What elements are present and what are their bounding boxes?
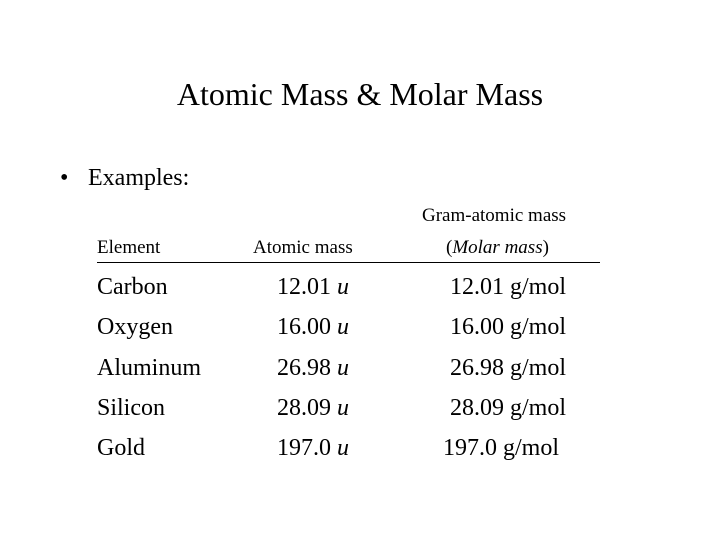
cell-atomic-unit: u [337, 395, 349, 421]
cell-molar-mass: 16.00 g/mol [450, 314, 567, 340]
cell-atomic-mass [277, 353, 349, 383]
cell-element: Oxygen [97, 314, 173, 340]
header-molar-italic: Molar mass [452, 237, 543, 258]
cell-element: Aluminum [97, 355, 202, 381]
header-rule [97, 262, 600, 263]
cell-atomic-unit: u [337, 274, 349, 300]
header-element: Element [97, 237, 161, 258]
cell-molar-mass: 12.01 g/mol [450, 274, 567, 300]
header-molar-mass [446, 236, 549, 260]
cell-atomic-mass [277, 393, 349, 423]
cell-atomic-unit: u [337, 314, 349, 340]
header-atomic-mass: Atomic mass [253, 237, 353, 258]
cell-atomic-mass [277, 272, 349, 302]
bullet-dot: • [60, 165, 69, 191]
cell-molar-mass: 28.09 g/mol [450, 395, 567, 421]
cell-atomic-mass [277, 433, 349, 463]
cell-atomic-value: 26.98 [277, 355, 331, 381]
cell-element: Silicon [97, 395, 166, 421]
bullet-examples [60, 162, 189, 194]
bullet-text: Examples: [88, 165, 190, 191]
cell-atomic-value: 16.00 [277, 314, 331, 340]
header-molar-close: ) [542, 237, 549, 258]
cell-element: Gold [97, 435, 145, 461]
slide-title: Atomic Mass & Molar Mass [176, 76, 544, 112]
cell-atomic-value: 197.0 [277, 435, 331, 461]
header-gram-atomic-mass: Gram-atomic mass [422, 205, 567, 226]
cell-atomic-unit: u [337, 355, 349, 381]
cell-atomic-value: 28.09 [277, 395, 331, 421]
cell-atomic-value: 12.01 [277, 274, 331, 300]
cell-atomic-mass [277, 312, 349, 342]
cell-molar-mass: 26.98 g/mol [450, 355, 567, 381]
cell-element: Carbon [97, 274, 168, 300]
cell-atomic-unit: u [337, 435, 349, 461]
cell-molar-mass: 197.0 g/mol [443, 435, 560, 461]
header-molar-open: ( [446, 237, 453, 258]
